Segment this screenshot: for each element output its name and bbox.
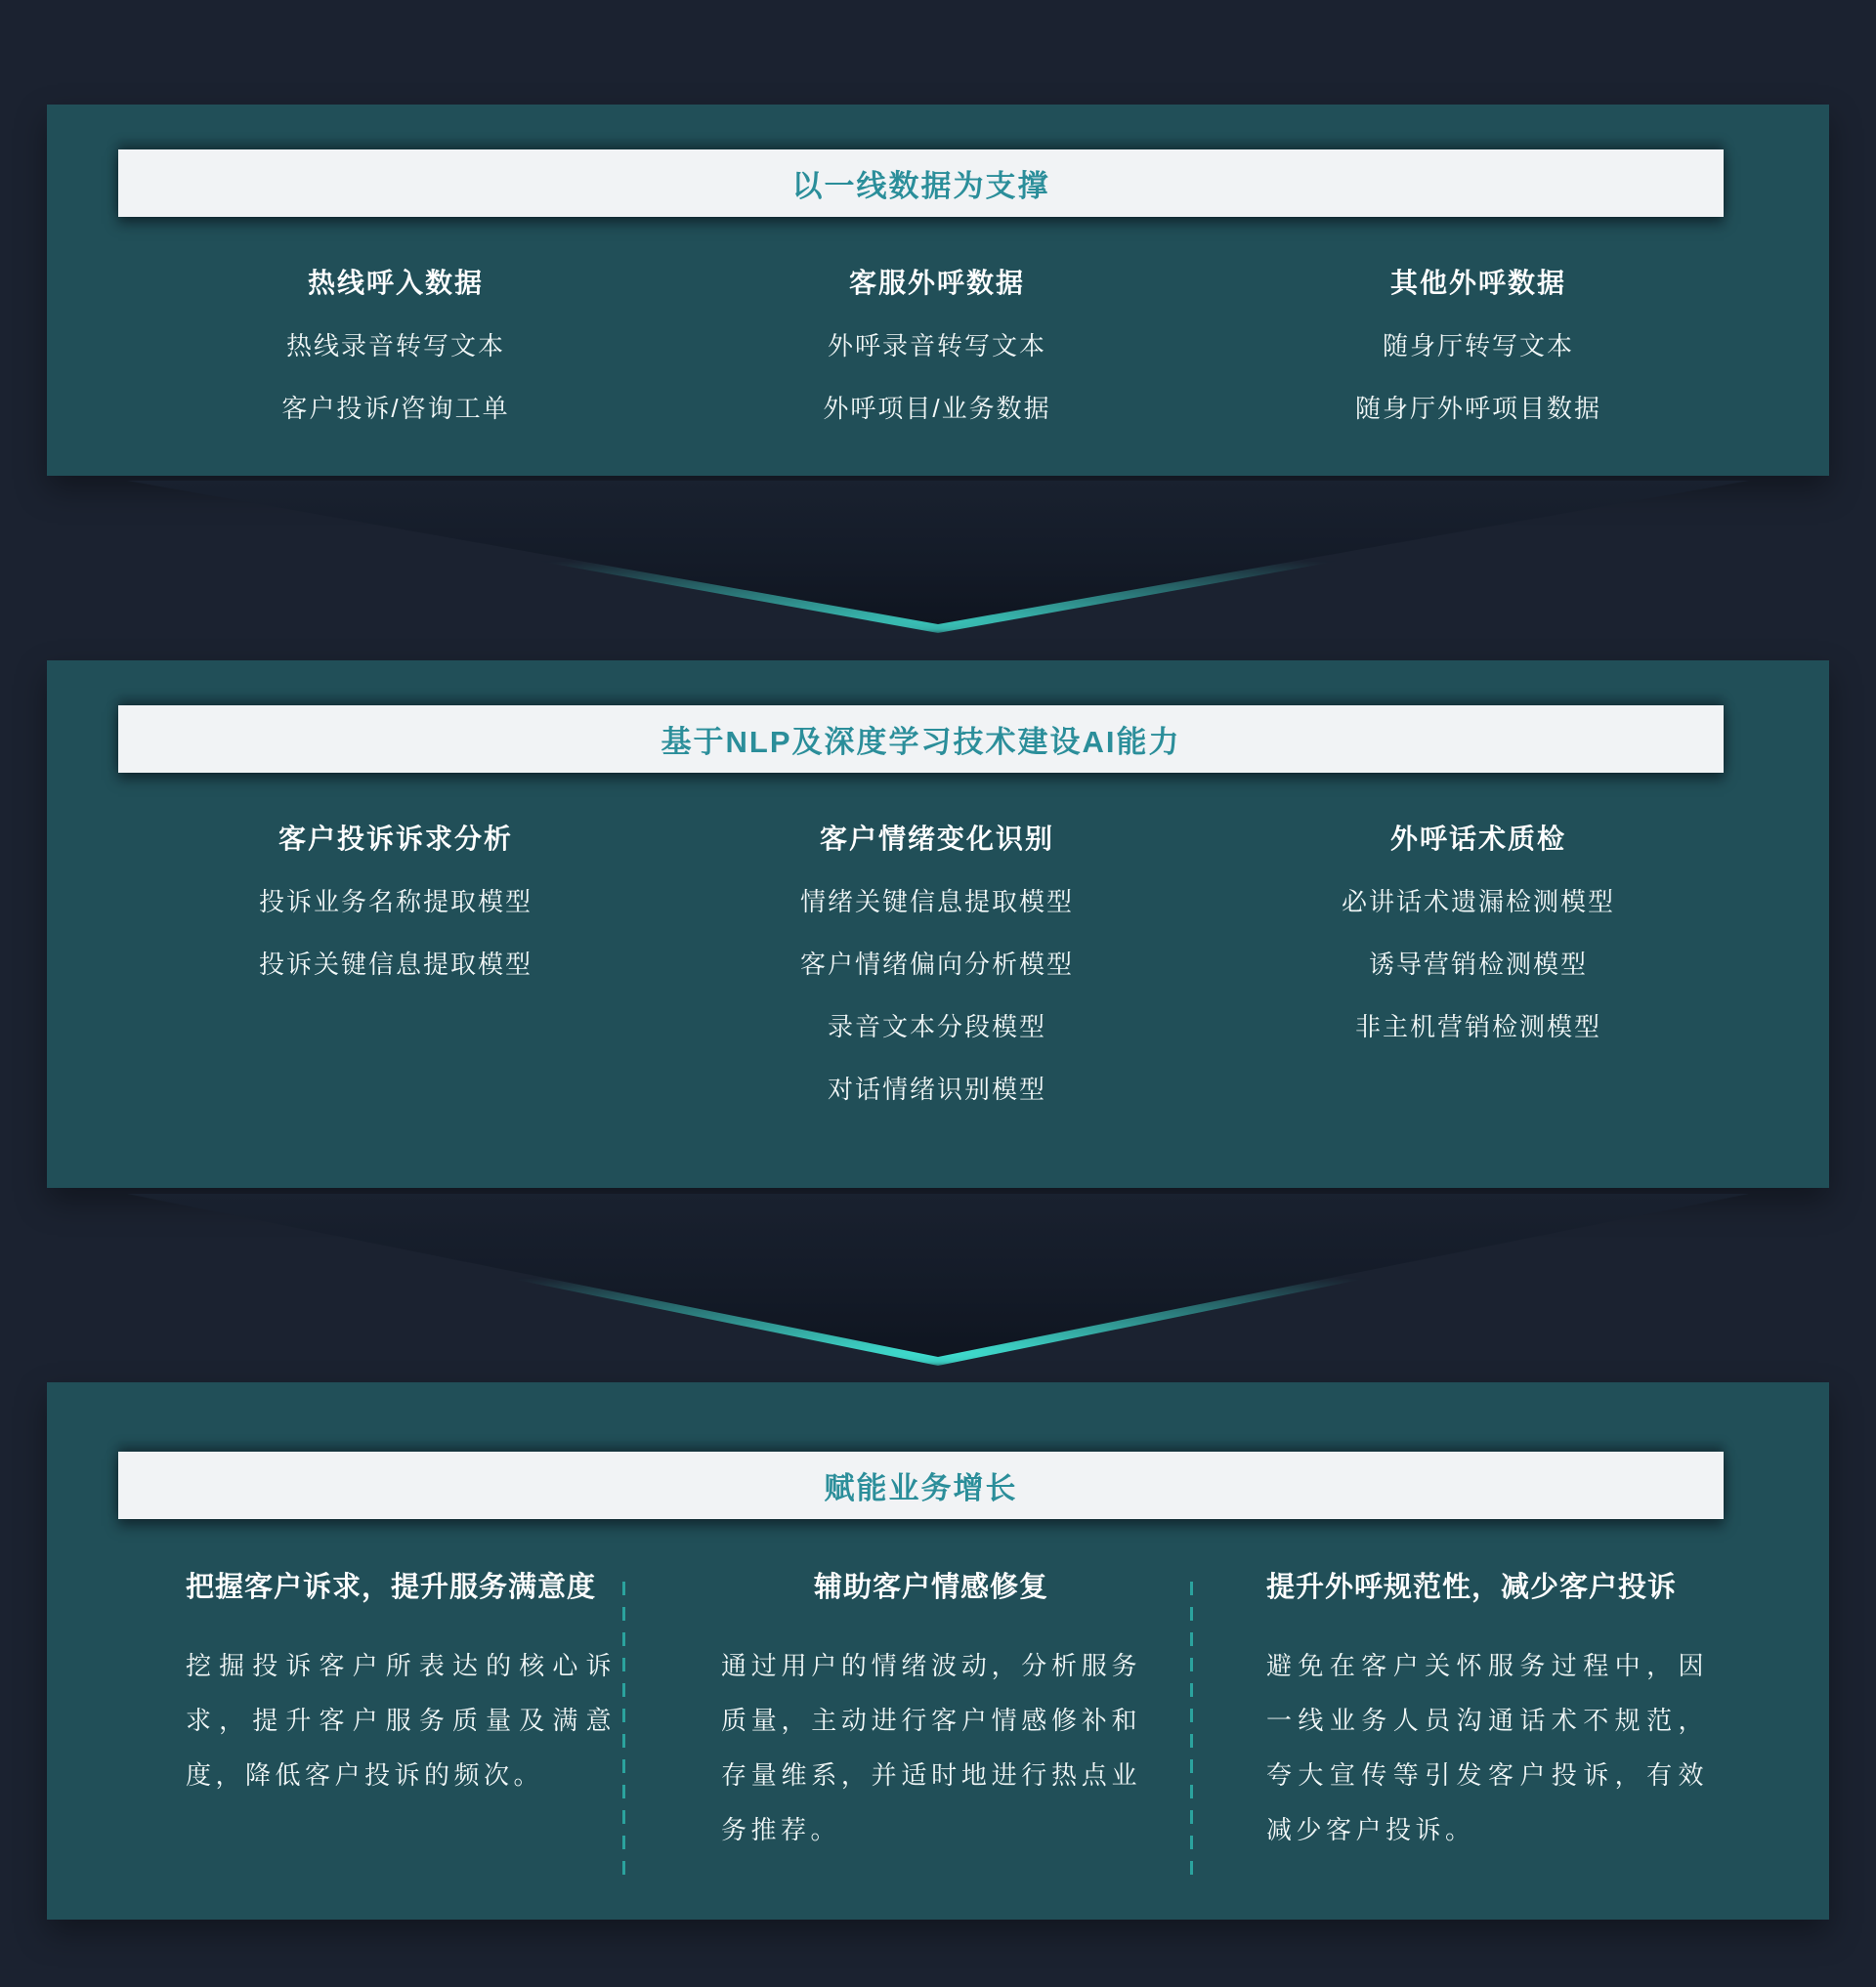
column-item: 随身厅转写文本: [1382, 331, 1574, 360]
panel-header-bar: [118, 1452, 1724, 1519]
column-complaint-analysis: [125, 773, 666, 1109]
growth-column-title: 提升外呼规范性，减少客户投诉: [1266, 1572, 1678, 1603]
growth-column-body: 避免在客户关怀服务过程中，因一线业务人员沟通话术不规范，夸大宣传等引发客户投诉，有效减少客户投诉。: [1266, 1651, 1708, 1844]
growth-column-title: 辅助客户情感修复: [813, 1572, 1048, 1603]
column-script-qc: [1208, 773, 1749, 1109]
panel-ai-capability: [47, 660, 1829, 1188]
growth-column-emotion-repair: [721, 1568, 1141, 1857]
column-item: 非主机营销检测模型: [1354, 1012, 1601, 1041]
column-item: 外呼录音转写文本: [827, 331, 1046, 360]
growth-column-body: 通过用户的情绪波动，分析服务质量，主动进行客户情感修补和存量维系，并适时地进行热点业务推荐。: [721, 1651, 1141, 1844]
column-hotline-inbound: [125, 217, 666, 428]
down-arrow-body: [127, 1194, 1749, 1357]
panel-header-bar: [118, 149, 1724, 217]
panel-header-bar: [118, 705, 1724, 773]
column-emotion-recognition: [666, 773, 1208, 1109]
panel-header-title: 基于NLP及深度学习技术建设AI能力: [661, 725, 1181, 759]
dashed-divider: [1190, 1582, 1193, 1880]
column-title: 客户情绪变化识别: [819, 824, 1054, 854]
column-service-outbound: [666, 217, 1208, 428]
column-item: 客户情绪偏向分析模型: [799, 950, 1074, 979]
growth-column-title: 把握客户诉求，提升服务满意度: [186, 1572, 597, 1603]
growth-column-customer-demands: [186, 1568, 616, 1802]
column-title: 其他外呼数据: [1389, 268, 1566, 298]
column-item: 热线录音转写文本: [285, 331, 505, 360]
column-title: 热线呼入数据: [307, 268, 484, 298]
column-item: 投诉业务名称提取模型: [258, 887, 533, 916]
column-title: 客户投诉诉求分析: [277, 824, 513, 854]
column-title: 外呼话术质检: [1389, 824, 1566, 854]
column-other-outbound: [1208, 217, 1749, 428]
column-item: 投诉关键信息提取模型: [258, 950, 533, 979]
column-item: 必讲话术遗漏检测模型: [1341, 887, 1615, 916]
column-item: 随身厅外呼项目数据: [1354, 394, 1601, 423]
column-item: 录音文本分段模型: [827, 1012, 1046, 1041]
column-title: 客服外呼数据: [848, 268, 1025, 298]
panel-frontline-data: [47, 105, 1829, 476]
panel-business-growth: [47, 1382, 1829, 1920]
panel-header-title: 赋能业务增长: [824, 1471, 1018, 1505]
down-arrow-icon: [127, 1194, 1749, 1366]
column-item: 诱导营销检测模型: [1368, 950, 1588, 979]
down-arrow-icon: [127, 481, 1749, 633]
down-arrow-body: [127, 481, 1749, 624]
column-item: 外呼项目/业务数据: [823, 394, 1051, 423]
column-row: [47, 217, 1829, 428]
panel-header-title: 以一线数据为支撑: [791, 169, 1050, 203]
column-row: [47, 773, 1829, 1109]
column-item: 客户投诉/咨询工单: [281, 394, 510, 423]
growth-column-body: 挖掘投诉客户所表达的核心诉求，提升客户服务质量及满意度，降低客户投诉的频次。: [186, 1651, 616, 1790]
growth-column-outbound-compliance: [1266, 1568, 1708, 1857]
dashed-divider: [622, 1582, 625, 1880]
column-item: 对话情绪识别模型: [827, 1075, 1046, 1104]
column-item: 情绪关键信息提取模型: [799, 887, 1074, 916]
